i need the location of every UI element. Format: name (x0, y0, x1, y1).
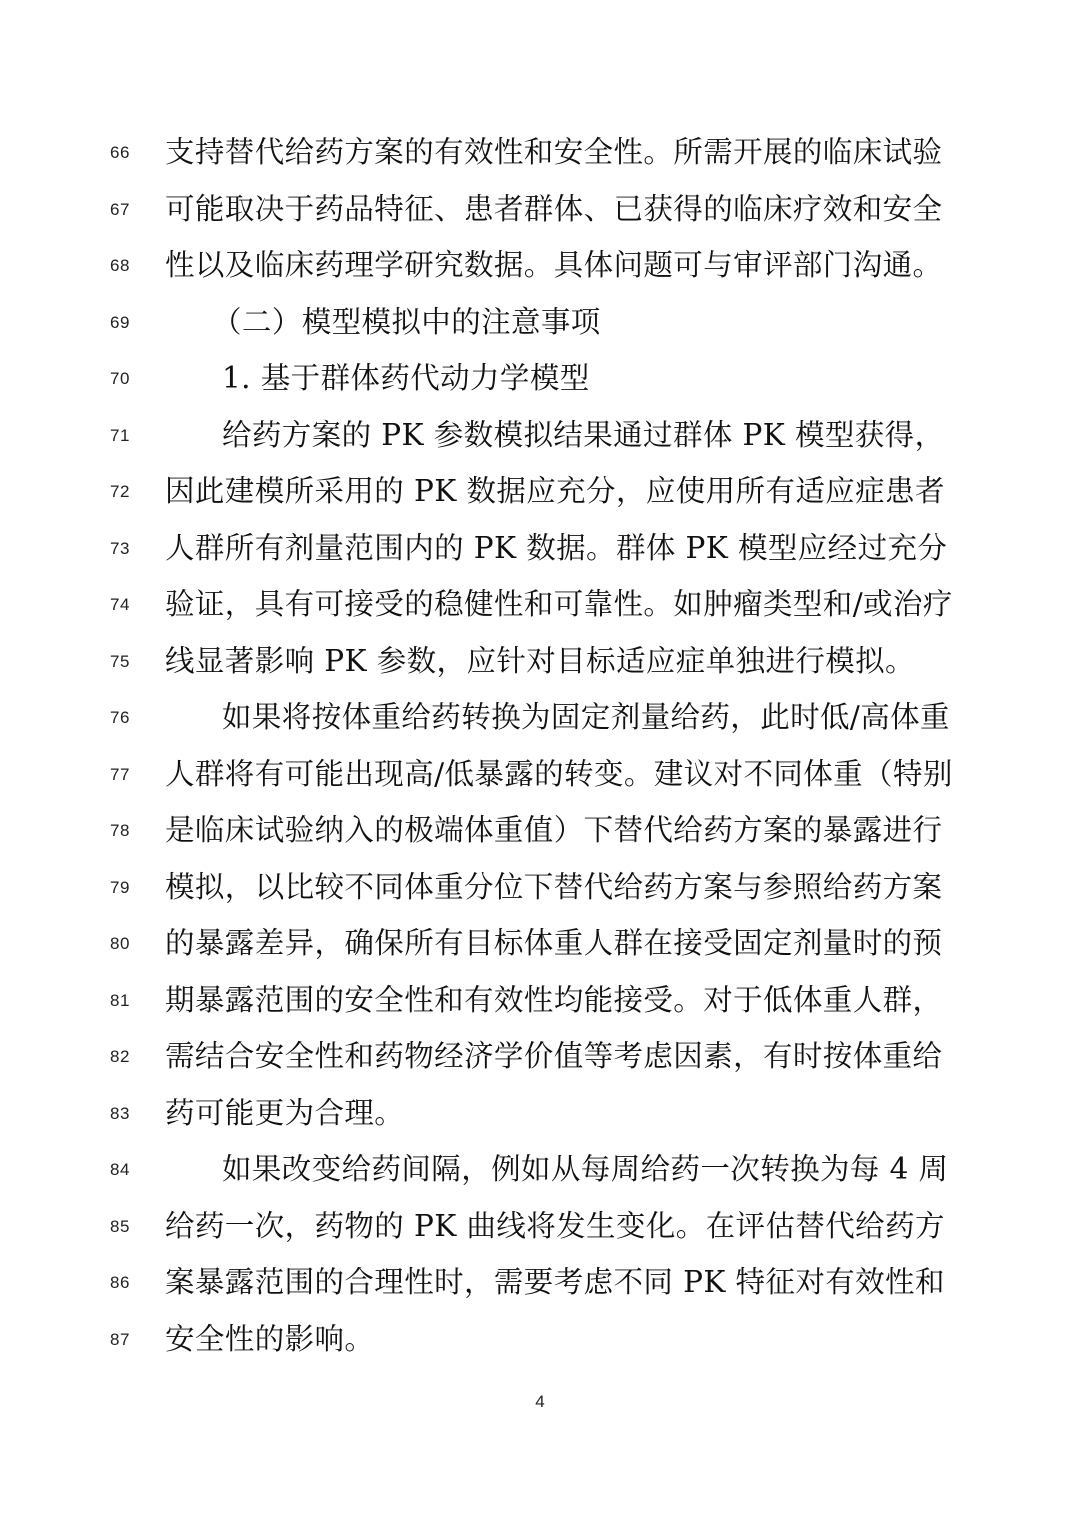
line-number: 77 (110, 765, 130, 784)
line-number: 74 (110, 595, 130, 614)
text-line (0, 754, 1080, 794)
line-text: 的暴露差异，确保所有目标体重人群在接受固定剂量时的预 (165, 926, 943, 960)
text-line (0, 1262, 1080, 1302)
line-number: 69 (110, 313, 130, 332)
line-text: 模拟，以比较不同体重分位下替代给药方案与参照给药方案 (165, 870, 943, 904)
text-line (0, 1093, 1080, 1133)
subsection-heading: 1. 基于群体药代动力学模型 (222, 361, 590, 395)
line-text: 给药方案的 PK 参数模拟结果通过群体 PK 模型获得， (222, 418, 945, 452)
line-text: 期暴露范围的安全性和有效性均能接受。对于低体重人群， (165, 983, 943, 1017)
line-number: 75 (110, 652, 130, 671)
line-text: 人群所有剂量范围内的 PK 数据。群体 PK 模型应经过充分 (165, 531, 948, 565)
line-text: 给药一次，药物的 PK 曲线将发生变化。在评估替代给药方 (165, 1209, 945, 1243)
line-number: 66 (110, 143, 130, 162)
text-line (0, 1149, 1080, 1189)
subsection-heading-line (0, 358, 1080, 398)
text-line (0, 245, 1080, 285)
line-number: 78 (110, 821, 130, 840)
line-text: 需结合安全性和药物经济学价值等考虑因素，有时按体重给 (165, 1039, 943, 1073)
line-number: 81 (110, 991, 130, 1010)
text-line (0, 471, 1080, 511)
line-text: 如果将按体重给药转换为固定剂量给药，此时低/高体重 (222, 700, 950, 734)
line-text: 验证，具有可接受的稳健性和可靠性。如肿瘤类型和/或治疗 (165, 587, 953, 621)
line-text: 可能取决于药品特征、患者群体、已获得的临床疗效和安全 (165, 192, 943, 226)
text-line (0, 1319, 1080, 1359)
page-number: 4 (535, 1392, 545, 1411)
line-text: 性以及临床药理学研究数据。具体问题可与审评部门沟通。 (165, 248, 943, 282)
line-text: 人群将有可能出现高/低暴露的转变。建议对不同体重（特别 (165, 757, 953, 791)
line-number: 68 (110, 256, 130, 275)
text-line (0, 980, 1080, 1020)
line-text: 案暴露范围的合理性时，需要考虑不同 PK 特征对有效性和 (165, 1265, 945, 1299)
text-line (0, 697, 1080, 737)
line-number: 70 (110, 369, 130, 388)
text-line (0, 189, 1080, 229)
section-heading-line (0, 302, 1080, 342)
line-number: 86 (110, 1273, 130, 1292)
section-heading: （二）模型模拟中的注意事项 (212, 305, 601, 339)
line-text: 是临床试验纳入的极端体重值）下替代给药方案的暴露进行 (165, 813, 943, 847)
line-text: 因此建模所采用的 PK 数据应充分，应使用所有适应症患者 (165, 474, 945, 508)
line-text: 药可能更为合理。 (165, 1096, 405, 1130)
text-line (0, 584, 1080, 624)
line-number: 71 (110, 426, 130, 445)
text-line (0, 1036, 1080, 1076)
line-number: 76 (110, 708, 130, 727)
text-line (0, 923, 1080, 963)
text-line (0, 867, 1080, 907)
line-number: 84 (110, 1160, 130, 1179)
line-number: 83 (110, 1104, 130, 1123)
text-line (0, 641, 1080, 681)
line-number: 67 (110, 200, 130, 219)
line-number: 82 (110, 1047, 130, 1066)
line-text: 线显著影响 PK 参数，应针对目标适应症单独进行模拟。 (165, 644, 915, 678)
line-number: 87 (110, 1330, 130, 1349)
line-text: 如果改变给药间隔，例如从每周给药一次转换为每 4 周 (222, 1152, 949, 1186)
text-line (0, 132, 1080, 172)
line-number: 73 (110, 539, 130, 558)
line-number: 72 (110, 482, 130, 501)
text-line (0, 528, 1080, 568)
text-line (0, 415, 1080, 455)
text-line (0, 1206, 1080, 1246)
line-number: 80 (110, 934, 130, 953)
line-text: 支持替代给药方案的有效性和安全性。所需开展的临床试验 (165, 135, 943, 169)
line-number: 79 (110, 878, 130, 897)
line-number: 85 (110, 1217, 130, 1236)
text-line (0, 810, 1080, 850)
line-text: 安全性的影响。 (165, 1322, 375, 1356)
